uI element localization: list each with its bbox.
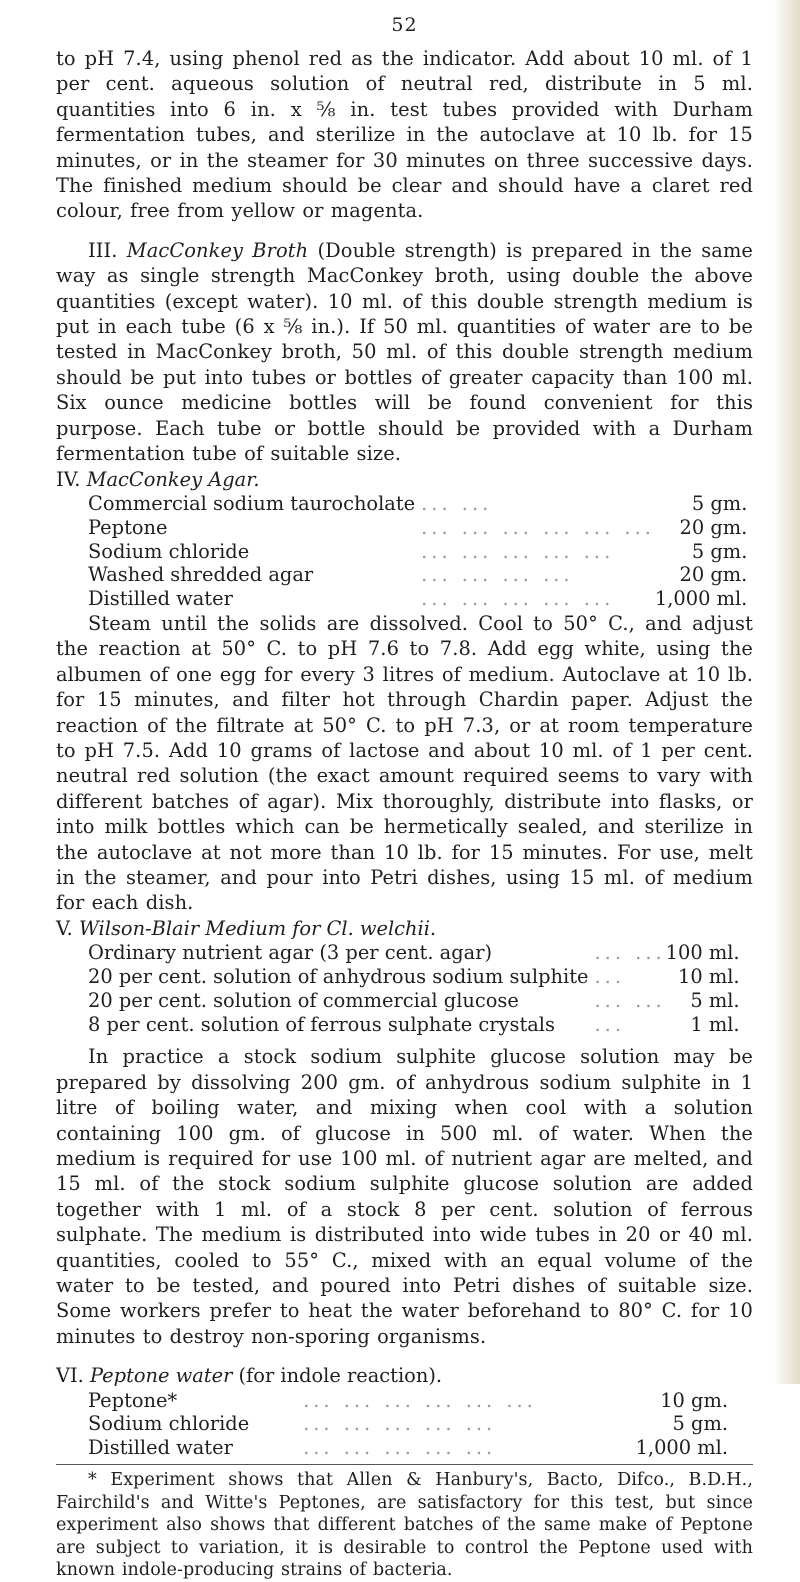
section-3-paragraph: [56, 238, 753, 467]
ingredient-row: [88, 1436, 728, 1460]
ingredient-quantity: 10 gm.: [660, 1388, 728, 1412]
ingredient-name: Sodium chloride: [88, 1412, 250, 1436]
section-3-number: III.: [88, 238, 118, 262]
page-content: [56, 0, 753, 1582]
ingredient-quantity: 10 ml.: [678, 964, 740, 988]
intro-paragraph: to pH 7.4, using phenol red as the indicator. Add about 10 ml. of 1 per cent. aqueous solution of neutral red, distribute in 5 ml. quantities into 6 in. x ⅝ in. test tubes provided with Durham fermentation tubes, and sterilize in the autoclave at 10 lb. for 15 minutes, or in the steamer for 30 minutes on three successive days. The finished medium should be clear and should have a claret red colour, free from yellow or magenta.: [56, 47, 753, 223]
ingredient-row: [88, 965, 740, 989]
section-5-title: Wilson-Blair Medium for Cl. welchii.: [78, 916, 437, 940]
section-6-subtitle: (for indole reaction).: [238, 1364, 443, 1388]
ingredient-row: [88, 587, 747, 611]
leader-dots: ... ... ... ... ...: [303, 1436, 497, 1460]
section-3-text: (Double strength) is prepared in the same way as single strength MacConkey broth, using double the above quantities (except water). 10 ml. of this double strength medium is put in each tube (6 x ⅝ in.). If 50 ml. quantities of water are to be tested in MacConkey broth, 50 ml. of this double strength medium should be put into tubes or bottles of greater capacity than 100 ml. Six ounce medicine bottles will be found convenient for this purpose. Each tube or bottle should be provided with a Durham fermentation tube of suitable size.: [56, 238, 754, 466]
ingredient-name: 8 per cent. solution of ferrous sulphate crystals: [88, 1012, 555, 1036]
ingredient-row: [88, 540, 747, 564]
ingredient-name: Washed shredded agar: [88, 563, 314, 587]
footnote: * Experiment shows that Allen & Hanbury's, Bacto, Difco., B.D.H., Fairchild's and Witte's Peptones, are satisfactory for this test, but since experiment also shows that different batches of the same make of Peptone are subject to variation, it is desirable to control the Peptone used with known indole-producing strains of bacteria.: [56, 1470, 753, 1581]
leader-dots: ... ...: [421, 491, 493, 515]
section-4-paragraph: Steam until the solids are dissolved. Cool to 50° C., and adjust the reaction at 50° C. to pH 7.6 to 7.8. Add egg white, using the albumen of one egg for every 3 litres of medium. Autoclave at 10 lb. for 15 minutes, and filter hot through Chardin paper. Adjust the reaction of the filtrate at 50° C. to pH 7.3, or at room temperature to pH 7.5. Add 10 grams of lactose and about 10 ml. of 1 per cent. neutral red solution (the exact amount required seems to vary with different batches of agar). Mix thoroughly, distribute into flasks, or into milk bottles which can be hermetically sealed, and sterilize in the autoclave at not more than 10 lb. for 15 minutes. For use, melt in the steamer, and pour into Petri dishes, using 15 ml. of medium for each dish.: [56, 611, 753, 915]
ingredient-name: Distilled water: [88, 587, 233, 611]
ingredient-row: [88, 1389, 728, 1413]
ingredient-row: [88, 1013, 740, 1037]
leader-dots: ... ... ... ... ... ...: [303, 1388, 537, 1412]
ingredient-quantity: 5 gm.: [691, 491, 748, 515]
ingredient-quantity: 5 ml.: [690, 988, 740, 1012]
leader-dots: ...: [594, 964, 625, 988]
section-5-paragraph: In practice a stock sodium sulphite glucose solution may be prepared by dissolving 200 gm. of anhydrous sodium sulphite in 1 litre of boiling water, and mixing when cool with a solution containing 100 gm. of glucose in 500 ml. of water. When the medium is required for use 100 ml. of nutrient agar are melted, and 15 ml. of the stock sodium sulphite glucose solution are added together with 1 ml. of a stock 8 per cent. solution of ferrous sulphate. The medium is distributed into wide tubes in 20 or 40 ml. quantities, cooled to 55° C., mixed with an equal volume of the water to be tested, and poured into Petri dishes of suitable size. Some workers prefer to heat the water beforehand to 80° C. for 10 minutes to destroy non-sporing organisms.: [56, 1045, 753, 1348]
section-4-ingredients: [88, 492, 747, 611]
ingredient-quantity: 20 gm.: [679, 563, 748, 587]
ingredient-name: Distilled water: [88, 1436, 233, 1460]
section-6-heading: [56, 1363, 753, 1388]
section-6-title: Peptone water: [90, 1364, 233, 1388]
ingredient-name: Ordinary nutrient agar (3 per cent. agar): [88, 941, 493, 965]
ingredient-row: [88, 563, 747, 587]
ingredient-quantity: 1,000 ml.: [654, 587, 748, 611]
leader-dots: ... ...: [594, 941, 666, 965]
leader-dots: ... ... ... ... ...: [303, 1412, 497, 1436]
leader-dots: ... ... ... ...: [421, 563, 574, 587]
ingredient-name: Peptone*: [88, 1388, 178, 1412]
ingredient-quantity: 5 gm.: [672, 1412, 728, 1436]
section-3-title: MacConkey Broth: [126, 238, 309, 262]
ingredient-quantity: 1,000 ml.: [635, 1436, 728, 1460]
ingredient-row: [88, 941, 740, 965]
section-4-number: IV.: [56, 467, 81, 491]
ingredient-name: Peptone: [88, 515, 168, 539]
ingredient-quantity: 20 gm.: [679, 515, 748, 539]
section-6-ingredients: [88, 1389, 728, 1460]
leader-dots: ... ... ... ... ...: [421, 539, 615, 563]
page-number: 52: [391, 14, 418, 36]
ingredient-name: Commercial sodium taurocholate: [88, 491, 416, 515]
ingredient-row: [88, 989, 740, 1013]
leader-dots: ...: [594, 1012, 625, 1036]
section-5-heading: [56, 916, 753, 941]
leader-dots: ... ...: [594, 988, 666, 1012]
footnote-divider: [56, 1464, 753, 1465]
page-edge-shadow: [774, 0, 800, 1384]
ingredient-row: [88, 492, 747, 516]
ingredient-row: [88, 1412, 728, 1436]
section-6-number: VI.: [56, 1364, 84, 1388]
section-4-heading: [56, 467, 753, 492]
section-4-title: MacConkey Agar.: [86, 467, 260, 491]
ingredient-name: Sodium chloride: [88, 539, 250, 563]
ingredient-quantity: 1 ml.: [690, 1012, 740, 1036]
ingredient-quantity: 5 gm.: [691, 539, 748, 563]
ingredient-name: 20 per cent. solution of commercial glucose: [88, 988, 519, 1012]
ingredient-row: [88, 516, 747, 540]
leader-dots: ... ... ... ... ...: [421, 587, 615, 611]
ingredient-quantity: 100 ml.: [665, 941, 740, 965]
ingredient-name: 20 per cent. solution of anhydrous sodium sulphite: [88, 964, 589, 988]
section-5-number: V.: [56, 916, 73, 940]
leader-dots: ... ... ... ... ... ...: [421, 515, 655, 539]
section-5-ingredients: [88, 941, 740, 1036]
